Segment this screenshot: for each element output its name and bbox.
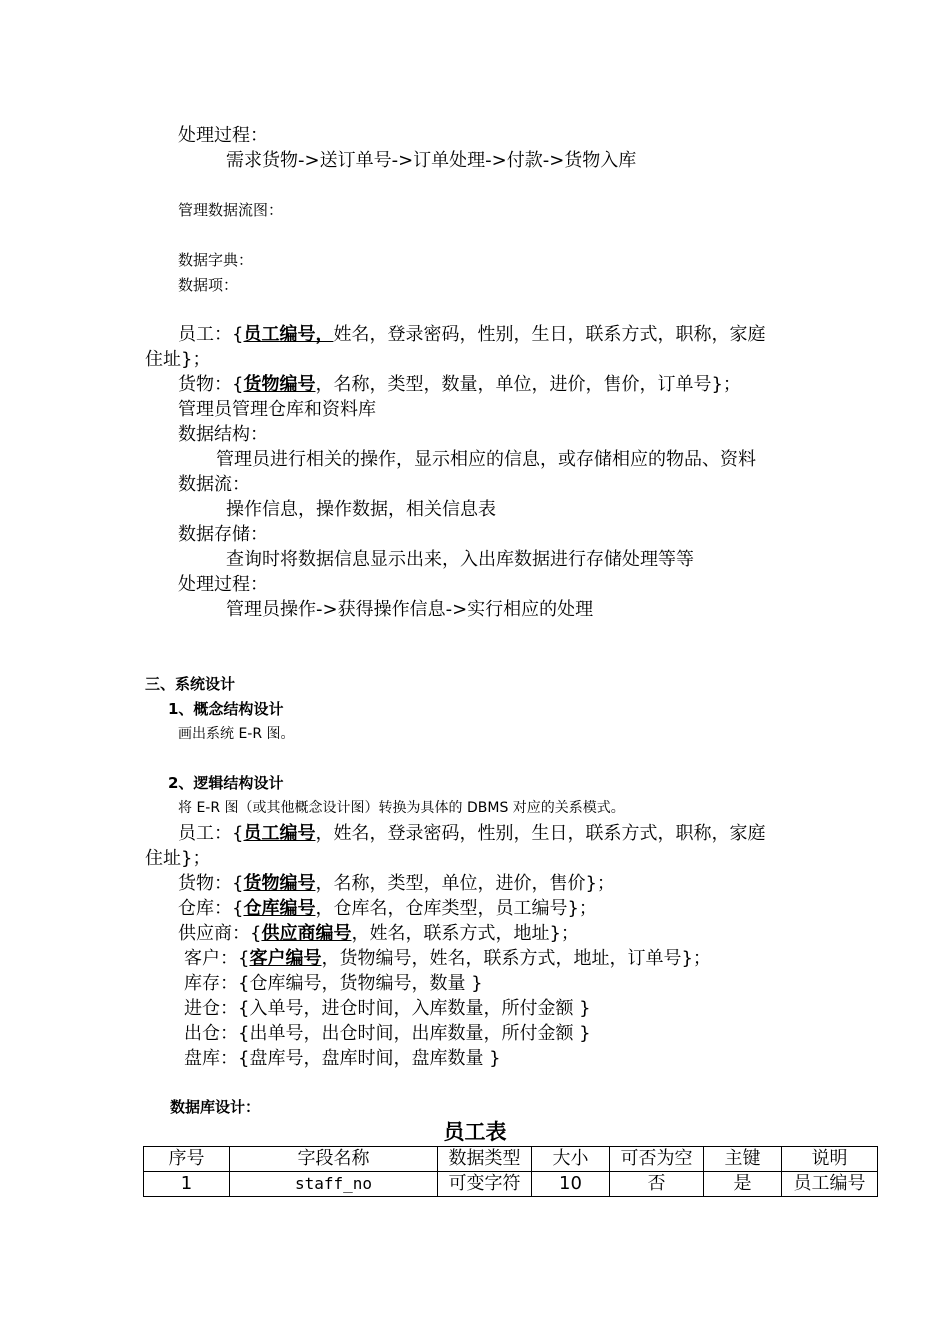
relation-customer-fields: ，货物编号，姓名，联系方式，地址，订单号}；: [321, 948, 711, 969]
table-cell: 10: [532, 1172, 610, 1197]
relation-employee-prefix: 员工：{: [178, 823, 244, 844]
table-cell: staff_no: [230, 1172, 438, 1197]
table-cell: 可变字符: [438, 1172, 532, 1197]
relation-goods-key: 货物编号: [243, 873, 316, 894]
relation-customer-key: 客户编号: [249, 948, 322, 969]
relation-employee: [178, 825, 765, 843]
goods-key: 货物编号: [243, 374, 316, 395]
relation-warehouse: [178, 900, 597, 918]
employee-table: [143, 1146, 878, 1197]
relation-employee-continuation: 住址}；: [145, 848, 211, 869]
relation-warehouse-fields: ，仓库名，仓库类型，员工编号}；: [315, 898, 597, 919]
goods-prefix: 货物：{: [178, 374, 244, 395]
table-cell: 是: [704, 1172, 782, 1197]
table-cell: 否: [610, 1172, 704, 1197]
employee-prefix: 员工：{: [178, 324, 244, 345]
header-cell: 可否为空: [610, 1147, 704, 1172]
store-text: 查询时将数据信息显示出来，入出库数据进行存储处理等等: [226, 549, 694, 570]
relation-warehouse-key: 仓库编号: [243, 898, 316, 919]
header-cell: 主键: [704, 1147, 782, 1172]
employee-fields: 姓名，登录密码，性别，生日，联系方式，职称，家庭: [333, 324, 766, 345]
relation-supplier-key: 供应商编号: [261, 923, 352, 944]
relation-customer: [184, 950, 711, 968]
table-cell: 员工编号: [782, 1172, 878, 1197]
proc-text: 需求货物->送订单号->订单处理->付款->货物入库: [226, 150, 637, 171]
table-row: [144, 1172, 878, 1197]
section-heading: 三、系统设计: [145, 675, 236, 693]
struct-text: 管理员进行相关的操作，显示相应的信息，或存储相应的物品、资料: [216, 449, 756, 470]
concept-text: 画出系统 E-R 图。: [178, 726, 295, 742]
db-design-label: 数据库设计：: [170, 1098, 261, 1116]
header-cell: 序号: [144, 1147, 230, 1172]
relation-goods-fields: ，名称，类型，单位，进价，售价}；: [315, 873, 615, 894]
relation-supplier-fields: ，姓名，联系方式，地址}；: [351, 923, 579, 944]
dict-label: 数据字典：: [178, 251, 254, 269]
proc-label: 处理过程：: [178, 125, 268, 146]
relation-supplier: [178, 925, 579, 943]
relation-employee-key: 员工编号: [243, 823, 316, 844]
store-label: 数据存储：: [178, 524, 268, 545]
relation-check: 盘库：{盘库号，盘库时间，盘库数量 }: [184, 1048, 501, 1069]
logic-text: 将 E-R 图（或其他概念设计图）转换为具体的 DBMS 对应的关系模式。: [178, 800, 625, 816]
flow-label: 管理数据流图：: [178, 201, 284, 219]
goods-item-line: [178, 376, 741, 394]
relation-employee-fields: ，姓名，登录密码，性别，生日，联系方式，职称，家庭: [315, 823, 766, 844]
relation-supplier-prefix: 供应商：{: [178, 923, 262, 944]
relation-out: 出仓：{出单号，出仓时间，出库数量，所付金额 }: [184, 1023, 591, 1044]
employee-item-continuation: 住址}；: [145, 349, 211, 370]
item-label: 数据项：: [178, 276, 239, 294]
employee-item-line: [178, 326, 765, 344]
stream-label: 数据流：: [178, 474, 250, 495]
header-cell: 数据类型: [438, 1147, 532, 1172]
relation-in: 进仓：{入单号，进仓时间，入库数量，所付金额 }: [184, 998, 591, 1019]
proc2-label: 处理过程：: [178, 574, 268, 595]
relation-goods: [178, 875, 615, 893]
table-header-row: [144, 1147, 878, 1172]
relation-customer-prefix: 客户：{: [184, 948, 250, 969]
relation-stock: 库存：{仓库编号，货物编号，数量 }: [184, 973, 483, 994]
header-cell: 字段名称: [230, 1147, 438, 1172]
subheading-logic: 2、逻辑结构设计: [168, 774, 284, 792]
goods-fields: ，名称，类型，数量，单位，进价，售价，订单号}；: [315, 374, 741, 395]
subheading-concept: 1、概念结构设计: [168, 700, 284, 718]
table-title: 员工表: [443, 1120, 507, 1144]
employee-key: 员工编号，: [243, 324, 334, 345]
relation-goods-prefix: 货物：{: [178, 873, 244, 894]
header-cell: 说明: [782, 1147, 878, 1172]
stream-text: 操作信息，操作数据，相关信息表: [226, 499, 496, 520]
table-cell: 1: [144, 1172, 230, 1197]
relation-warehouse-prefix: 仓库：{: [178, 898, 244, 919]
proc2-text: 管理员操作->获得操作信息->实行相应的处理: [226, 599, 594, 620]
header-cell: 大小: [532, 1147, 610, 1172]
struct-label: 数据结构：: [178, 424, 268, 445]
admin-line: 管理员管理仓库和资料库: [178, 399, 376, 420]
